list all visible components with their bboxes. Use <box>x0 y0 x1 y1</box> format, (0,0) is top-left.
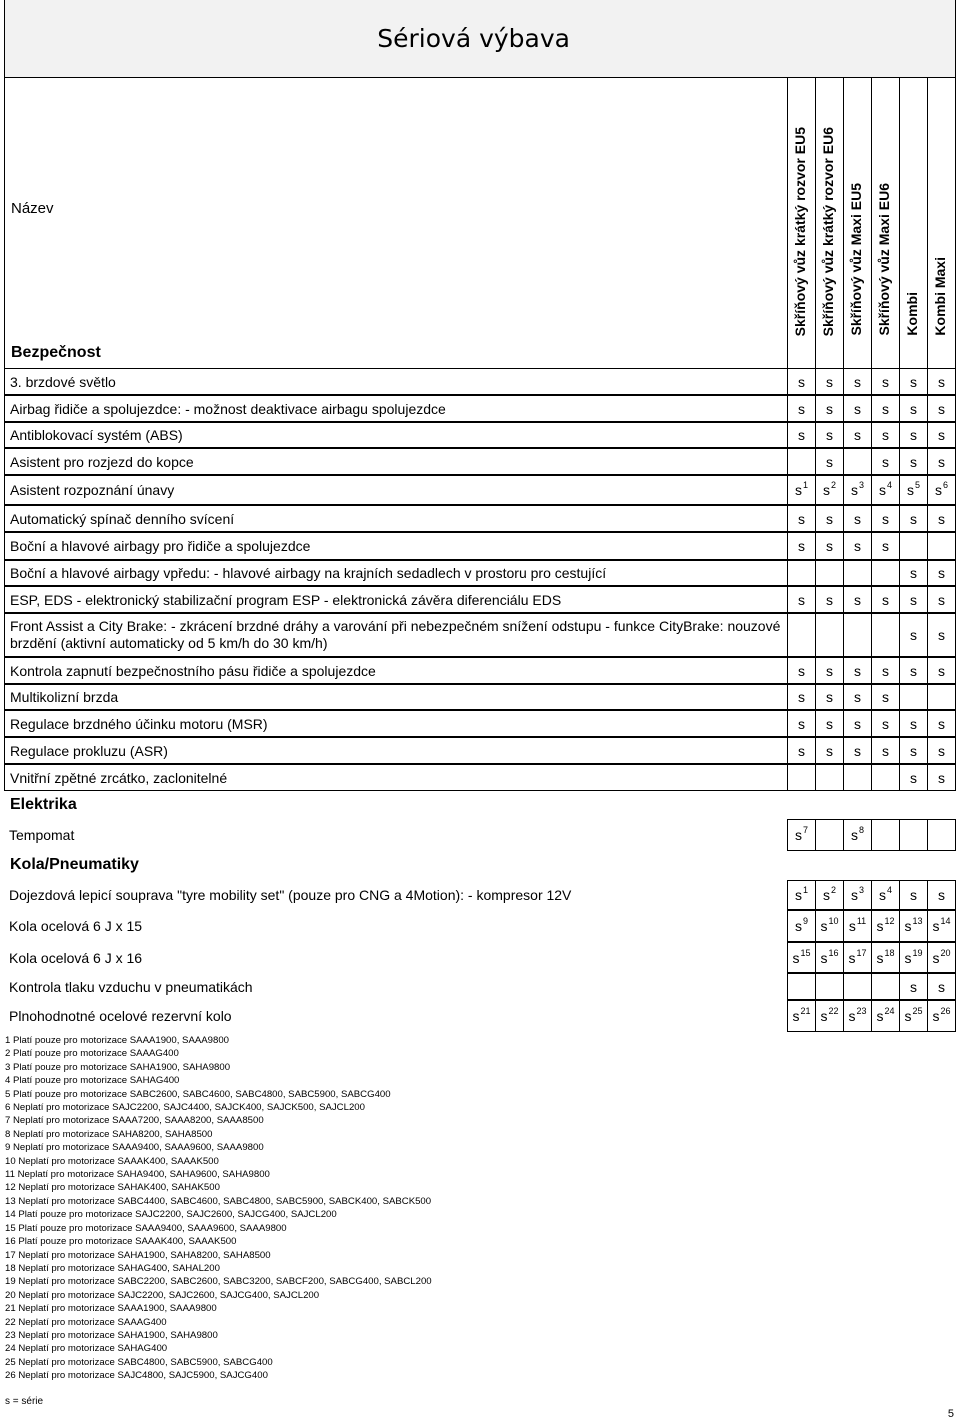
table-cell <box>843 560 871 586</box>
section-kola: Kola/Pneumatiky <box>10 856 139 873</box>
footnote-ref: 4 <box>886 480 892 490</box>
footnote-ref: 10 <box>828 916 839 926</box>
table-cell: s $^{20}$ <box>927 942 956 973</box>
table-cell: s <box>927 973 956 1000</box>
table-cell <box>927 532 956 560</box>
legend: s = série <box>5 1396 44 1407</box>
footnote-ref: 21 <box>800 1006 811 1016</box>
table-cell: s <box>843 737 871 764</box>
table-cell <box>843 973 871 1000</box>
table-cell: s $^3$ <box>843 880 871 910</box>
row-label: Front Assist a City Brake: - zkrácení brzdné dráhy a varování při nebezpečném snížení odstupu - funkce CityBrake: nouzové brzdění (aktivní automaticky od 5 km/h do 30 km/h) <box>4 613 787 657</box>
footnote-item: 16 Platí pouze pro motorizace SAAAK400, SAAAK500 <box>5 1236 237 1248</box>
footnote-ref: 12 <box>884 916 895 926</box>
table-cell: s $^6$ <box>927 475 956 505</box>
table-row <box>4 684 956 710</box>
row-label: Asistent rozpoznání únavy <box>4 475 787 505</box>
footnote-item: 1 Platí pouze pro motorizace SAAA1900, SAAA9800 <box>5 1035 229 1046</box>
table-cell: s <box>815 710 843 737</box>
column-header: Skříňový vůz krátký rozvor EU5 <box>787 78 815 368</box>
table-row <box>4 657 956 684</box>
table-row <box>4 819 956 851</box>
footnote-ref: 9 <box>802 916 808 926</box>
table-cell: s <box>927 505 956 532</box>
row-label: Kola ocelová 6 J x 16 <box>9 949 143 966</box>
footnote-item: 7 Neplatí pro motorizace SAAA7200, SAAA8200, SAAA8500 <box>5 1115 264 1127</box>
table-cell: s <box>787 710 815 737</box>
row-label: Dojezdová lepicí souprava "tyre mobility set" (pouze pro CNG a 4Motion): - kompresor 12V <box>9 887 572 903</box>
table-cell: s <box>843 532 871 560</box>
table-cell: s <box>871 448 899 475</box>
footnote-ref: 13 <box>912 916 923 926</box>
footnote-ref: 26 <box>940 1006 951 1016</box>
table-cell: s $^4$ <box>871 880 899 910</box>
row-label: Boční a hlavové airbagy pro řidiče a spolujezdce <box>4 532 787 560</box>
table-cell <box>815 560 843 586</box>
table-cell: s <box>787 368 815 395</box>
table-cell: s <box>787 657 815 684</box>
row-label: Vnitřní zpětné zrcátko, zaclonitelné <box>4 764 787 791</box>
table-cell: s $^{17}$ <box>843 942 871 973</box>
table-cell: s <box>843 710 871 737</box>
page-number: 5 <box>947 1408 954 1420</box>
table-row <box>4 737 956 764</box>
footnote-ref: 15 <box>800 947 811 958</box>
footnote-item: 13 Neplatí pro motorizace SABC4400, SABC4600, SABC4800, SABC5900, SABCK400, SABCK500 <box>5 1195 432 1207</box>
row-label: Multikolizní brzda <box>4 684 787 710</box>
table-cell: s <box>899 880 927 910</box>
footnote-ref: 19 <box>912 947 923 958</box>
table-cell: s <box>787 737 815 764</box>
table-cell: s <box>871 505 899 532</box>
table-cell <box>815 819 843 851</box>
table-cell <box>871 764 899 791</box>
footnote-item: 6 Neplatí pro motorizace SAJC2200, SAJC4400, SAJCK400, SAJCK500, SAJCL200 <box>5 1102 365 1114</box>
row-label: Kontrola zapnutí bezpečnostního pásu řidiče a spolujezdce <box>4 657 787 684</box>
table-cell: s $^{12}$ <box>871 910 899 942</box>
page-title: Sériová výbava <box>377 24 570 53</box>
footnote-item: 12 Neplatí pro motorizace SAHAK400, SAHAK500 <box>5 1182 220 1194</box>
table-cell <box>787 764 815 791</box>
table-row <box>4 505 956 532</box>
table-row <box>4 764 956 791</box>
table-cell: s <box>899 422 927 448</box>
table-cell: s $^5$ <box>899 475 927 505</box>
footnote-ref: 1 <box>802 885 808 895</box>
footnote-ref: 1 <box>802 480 808 490</box>
table-cell: s $^{14}$ <box>927 910 956 942</box>
table-cell <box>787 448 815 475</box>
table-cell: s <box>899 657 927 684</box>
table-cell <box>871 560 899 586</box>
table-cell: s <box>815 737 843 764</box>
table-cell: s <box>927 737 956 764</box>
table-cell: s <box>843 505 871 532</box>
table-row <box>4 395 956 422</box>
table-cell <box>815 764 843 791</box>
footnote-item: 2 Platí pouze pro motorizace SAAAG400 <box>5 1048 179 1060</box>
table-cell: s $^{25}$ <box>899 1000 927 1032</box>
footnote-ref: 20 <box>940 947 951 958</box>
footnote-ref: 17 <box>856 947 867 958</box>
table-cell: s <box>787 586 815 613</box>
footnote-item: 5 Platí pouze pro motorizace SABC2600, SABC4600, SABC4800, SABC5900, SABCG400 <box>5 1088 391 1100</box>
table-cell: s <box>899 613 927 657</box>
column-header: Skříňový vůz Maxi EU6 <box>871 78 899 368</box>
table-cell <box>787 560 815 586</box>
column-header: Kombi <box>899 78 927 368</box>
row-label: Boční a hlavové airbagy vpředu: - hlavové airbagy na krajních sedadlech v prostoru pro cestující <box>4 560 787 586</box>
column-header: Kombi Maxi <box>927 78 956 368</box>
row-label: Regulace prokluzu (ASR) <box>4 737 787 764</box>
row-label: 3. brzdové světlo <box>4 368 787 395</box>
table-cell <box>815 613 843 657</box>
footnote-ref: 18 <box>884 947 895 958</box>
name-label: Název <box>11 200 54 217</box>
table-cell: s $^{24}$ <box>871 1000 899 1032</box>
table-cell: s <box>871 710 899 737</box>
table-cell: s <box>787 532 815 560</box>
footnote-item: 21 Neplatí pro motorizace SAAA1900, SAAA9800 <box>5 1303 217 1315</box>
row-label: ESP, EDS - elektronický stabilizační program ESP - elektronická závěra diferenciálu EDS <box>4 586 787 613</box>
table-cell: s <box>899 395 927 422</box>
footnote-ref: 22 <box>828 1006 839 1016</box>
table-row <box>4 422 956 448</box>
table-cell <box>871 819 899 851</box>
table-cell: s <box>871 368 899 395</box>
table-cell <box>871 613 899 657</box>
table-cell: s $^2$ <box>815 880 843 910</box>
header-left <box>4 78 787 368</box>
table-cell: s $^9$ <box>787 910 815 942</box>
footnote-item: 20 Neplatí pro motorizace SAJC2200, SAJC2600, SAJCG400, SAJCL200 <box>5 1289 320 1301</box>
footnote-item: 11 Neplatí pro motorizace SAHA9400, SAHA9600, SAHA9800 <box>5 1169 270 1181</box>
table-cell <box>927 819 956 851</box>
table-cell: s <box>927 368 956 395</box>
table-cell: s <box>815 368 843 395</box>
table-cell: s <box>899 737 927 764</box>
table-cell: s $^{18}$ <box>871 942 899 973</box>
table-row <box>4 710 956 737</box>
footnote-ref: 14 <box>940 916 951 926</box>
footnote-ref: 24 <box>884 1006 895 1016</box>
table-cell: s <box>843 422 871 448</box>
table-cell: s <box>927 657 956 684</box>
table-cell: s <box>871 737 899 764</box>
table-cell: s <box>815 395 843 422</box>
table-cell: s <box>899 448 927 475</box>
footnote-ref: 3 <box>858 480 864 490</box>
table-cell: s $^1$ <box>787 880 815 910</box>
table-cell: s <box>927 880 956 910</box>
footnote-ref: 4 <box>886 885 892 895</box>
table-cell: s <box>815 684 843 710</box>
table-row <box>4 1000 956 1032</box>
table-cell: s <box>843 368 871 395</box>
footnote-ref: 5 <box>914 480 920 490</box>
table-cell: s <box>927 560 956 586</box>
table-cell: s $^{11}$ <box>843 910 871 942</box>
row-label: Automatický spínač denního svícení <box>4 505 787 532</box>
table-row <box>4 368 956 395</box>
table-cell: s <box>871 395 899 422</box>
footnote-item: 4 Platí pouze pro motorizace SAHAG400 <box>5 1075 180 1087</box>
table-row <box>4 475 956 505</box>
table-cell: s <box>927 764 956 791</box>
footnote-ref: 6 <box>942 480 948 490</box>
table-cell: s <box>815 448 843 475</box>
table-cell: s <box>843 395 871 422</box>
table-cell: s <box>871 586 899 613</box>
table-cell: s $^{15}$ <box>787 942 815 973</box>
footnote-item: 24 Neplatí pro motorizace SAHAG400 <box>5 1343 168 1355</box>
table-cell: s $^8$ <box>843 819 871 851</box>
table-cell: s <box>871 422 899 448</box>
table-cell: s $^2$ <box>815 475 843 505</box>
table-cell: s <box>899 560 927 586</box>
table-cell: s $^{22}$ <box>815 1000 843 1032</box>
title-box <box>4 0 956 78</box>
table-cell: s <box>927 395 956 422</box>
table-cell: s <box>787 395 815 422</box>
table-cell: s $^{10}$ <box>815 910 843 942</box>
footnote-ref: 8 <box>858 825 864 835</box>
footnote-item: 26 Neplatí pro motorizace SAJC4800, SAJC5900, SAJCG400 <box>5 1370 268 1382</box>
table-cell: s <box>787 505 815 532</box>
table-cell: s <box>899 764 927 791</box>
column-header: Skříňový vůz krátký rozvor EU6 <box>815 78 843 368</box>
table-cell: s <box>815 532 843 560</box>
table-cell: s <box>843 586 871 613</box>
table-cell <box>927 684 956 710</box>
footnote-item: 14 Platí pouze pro motorizace SAJC2200, SAJC2600, SAJCG400, SAJCL200 <box>5 1209 337 1221</box>
table-cell: s <box>871 657 899 684</box>
footnote-ref: 7 <box>802 825 808 835</box>
table-cell <box>815 973 843 1000</box>
table-cell: s <box>899 368 927 395</box>
table-row <box>4 448 956 475</box>
table-cell: s <box>843 684 871 710</box>
table-cell: s $^7$ <box>787 819 815 851</box>
footnote-item: 23 Neplatí pro motorizace SAHA1900, SAHA9800 <box>5 1329 218 1341</box>
table-cell: s $^{13}$ <box>899 910 927 942</box>
table-cell <box>899 684 927 710</box>
table-cell: s <box>787 422 815 448</box>
footnote-ref: 11 <box>856 916 867 926</box>
table-cell: s $^{19}$ <box>899 942 927 973</box>
table-cell: s <box>815 657 843 684</box>
table-cell <box>843 448 871 475</box>
footnote-item: 17 Neplatí pro motorizace SAHA1900, SAHA8200, SAHA8500 <box>5 1249 271 1261</box>
footnote-item: 15 Platí pouze pro motorizace SAAA9400, SAAA9600, SAAA9800 <box>5 1222 287 1234</box>
table-row <box>4 560 956 586</box>
row-label: Airbag řidiče a spolujezdce: - možnost deaktivace airbagu spolujezdce <box>4 395 787 422</box>
row-label: Antiblokovací systém (ABS) <box>4 422 787 448</box>
table-cell <box>871 973 899 1000</box>
table-cell <box>843 613 871 657</box>
table-cell: s $^{23}$ <box>843 1000 871 1032</box>
table-cell: s <box>815 586 843 613</box>
table-row <box>4 880 956 910</box>
footnote-item: 8 Neplatí pro motorizace SAHA8200, SAHA8500 <box>5 1128 213 1140</box>
table-row <box>4 973 956 1000</box>
table-cell: s <box>843 657 871 684</box>
footnote-ref: 2 <box>830 480 836 490</box>
table-cell <box>899 532 927 560</box>
table-cell: s <box>899 505 927 532</box>
table-cell: s <box>815 505 843 532</box>
footnote-item: 9 Neplatí pro motorizace SAAA9400, SAAA9600, SAAA9800 <box>5 1142 264 1154</box>
table-cell: s <box>899 586 927 613</box>
table-cell: s <box>871 684 899 710</box>
row-label: Kontrola tlaku vzduchu v pneumatikách <box>9 978 253 995</box>
table-cell: s <box>815 422 843 448</box>
table-cell <box>787 973 815 1000</box>
row-label: Tempomat <box>9 827 75 843</box>
table-row <box>4 613 956 657</box>
footnote-ref: 16 <box>828 947 839 958</box>
row-label: Regulace brzdného účinku motoru (MSR) <box>4 710 787 737</box>
footnotes <box>5 1034 432 1383</box>
footnote-ref: 23 <box>856 1006 867 1016</box>
table-cell: s $^1$ <box>787 475 815 505</box>
table-cell: s $^{21}$ <box>787 1000 815 1032</box>
footnote-item: 3 Platí pouze pro motorizace SAHA1900, SAHA9800 <box>5 1061 231 1073</box>
row-label: Asistent pro rozjezd do kopce <box>4 448 787 475</box>
table-cell: s <box>871 532 899 560</box>
footnote-item: 18 Neplatí pro motorizace SAHAG400, SAHAL200 <box>5 1262 220 1274</box>
table-cell: s $^{16}$ <box>815 942 843 973</box>
table-cell: s <box>927 586 956 613</box>
table-header <box>4 78 956 368</box>
table-row <box>4 586 956 613</box>
footnote-item: 22 Neplatí pro motorizace SAAAG400 <box>5 1316 167 1328</box>
table-cell: s <box>927 710 956 737</box>
table-cell: s <box>927 448 956 475</box>
table-cell: s <box>787 684 815 710</box>
table-cell: s $^{26}$ <box>927 1000 956 1032</box>
table-cell: s <box>927 613 956 657</box>
row-label: Plnohodnotné ocelové rezervní kolo <box>9 1008 232 1024</box>
footnote-item: 10 Neplatí pro motorizace SAAAK400, SAAAK500 <box>5 1155 219 1167</box>
footnote-ref: 2 <box>830 885 836 895</box>
section-elektrika: Elektrika <box>10 796 77 813</box>
table-cell: s <box>927 422 956 448</box>
footnote-ref: 25 <box>912 1006 923 1016</box>
table-cell <box>843 764 871 791</box>
table-cell <box>787 613 815 657</box>
table-cell: s $^4$ <box>871 475 899 505</box>
footnote-item: 19 Neplatí pro motorizace SABC2200, SABC2600, SABC3200, SABCF200, SABCG400, SABCL200 <box>5 1276 432 1288</box>
table-cell: s <box>899 973 927 1000</box>
section-bezpecnost: Bezpečnost <box>11 344 101 361</box>
footnote-item: 25 Neplatí pro motorizace SABC4800, SABC5900, SABCG400 <box>5 1356 273 1368</box>
table-cell <box>899 819 927 851</box>
table-cell: s $^3$ <box>843 475 871 505</box>
table-row <box>4 942 956 973</box>
footnote-ref: 3 <box>858 885 864 895</box>
table-row <box>4 910 956 942</box>
table-row <box>4 532 956 560</box>
table-cell: s <box>899 710 927 737</box>
row-label: Kola ocelová 6 J x 15 <box>9 918 143 934</box>
column-header: Skříňový vůz Maxi EU5 <box>843 78 871 368</box>
